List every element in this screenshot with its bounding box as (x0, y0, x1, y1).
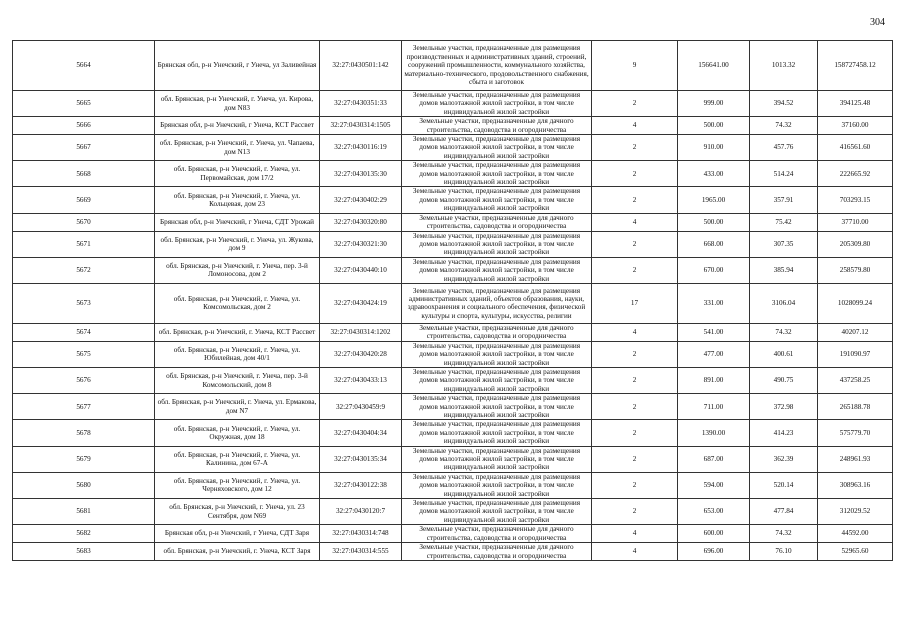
address-cell: обл. Брянская, р-н Унечский, г. Унеча, пер. 3-й Комсомольский, дом 8 (155, 367, 320, 393)
row-number: 5678 (13, 420, 155, 446)
address-cell: обл. Брянская, р-н Унечский, г. Унеча, КСТ Заря (155, 543, 320, 561)
registry-body (13, 41, 893, 561)
cadastral-number-cell: 32:27:0430314:748 (320, 525, 402, 543)
cadastral-number-cell: 32:27:0430420:28 (320, 341, 402, 367)
cadastral-number-cell: 32:27:0430122:38 (320, 472, 402, 498)
table-row (13, 117, 893, 135)
area-cell: 1965.00 (678, 187, 750, 213)
land-use-cell: Земельные участки, предназначенные для размещения домов малоэтажной жилой застройки, в том числе индивидуальной жилой застройки (402, 499, 592, 525)
page-number: 304 (870, 17, 885, 28)
area-cell: 891.00 (678, 367, 750, 393)
land-use-cell: Земельные участки, предназначенные для размещения производственных и административных зданий, строений, сооружений промышленности, коммунального хозяйства, материально-технического, продовольственного снабжения, сбыта и заготовок (402, 41, 592, 91)
table-row (13, 446, 893, 472)
area-cell: 1390.00 (678, 420, 750, 446)
category-cell: 2 (592, 472, 678, 498)
cadastral-value-cell: 158727458.12 (818, 41, 893, 91)
unit-price-cell: 357.91 (750, 187, 818, 213)
cadastral-value-cell: 40207.12 (818, 323, 893, 341)
row-number: 5666 (13, 117, 155, 135)
table-row (13, 135, 893, 161)
table-row (13, 283, 893, 323)
category-cell: 2 (592, 91, 678, 117)
land-use-cell: Земельные участки, предназначенные для размещения домов малоэтажной жилой застройки, в том числе индивидуальной жилой застройки (402, 420, 592, 446)
address-cell: обл. Брянская, р-н Унечский, г. Унеча, ул. Калинина, дом 67-А (155, 446, 320, 472)
unit-price-cell: 74.32 (750, 525, 818, 543)
unit-price-cell: 3106.04 (750, 283, 818, 323)
category-cell: 2 (592, 367, 678, 393)
address-cell: Брянская обл, р-н Унечский, г Унеча, КСТ Рассвет (155, 117, 320, 135)
cadastral-number-cell: 32:27:0430120:7 (320, 499, 402, 525)
row-number: 5677 (13, 394, 155, 420)
row-number: 5670 (13, 213, 155, 231)
cadastral-number-cell: 32:27:0430501:142 (320, 41, 402, 91)
table-row (13, 341, 893, 367)
address-cell: обл. Брянская, р-н Унечский, г. Унеча, ул. Кирова, дом N83 (155, 91, 320, 117)
land-use-cell: Земельные участки, предназначенные для размещения домов малоэтажной жилой застройки, в том числе индивидуальной жилой застройки (402, 341, 592, 367)
category-cell: 2 (592, 135, 678, 161)
category-cell: 2 (592, 499, 678, 525)
unit-price-cell: 75.42 (750, 213, 818, 231)
cadastral-value-cell: 703293.15 (818, 187, 893, 213)
cadastral-number-cell: 32:27:0430314:1202 (320, 323, 402, 341)
address-cell: Брянская обл, р-н Унечский, г Унеча, ул Заливейная (155, 41, 320, 91)
unit-price-cell: 372.98 (750, 394, 818, 420)
cadastral-number-cell: 32:27:0430320:80 (320, 213, 402, 231)
category-cell: 2 (592, 446, 678, 472)
land-use-cell: Земельные участки, предназначенные для размещения домов малоэтажной жилой застройки, в том числе индивидуальной жилой застройки (402, 187, 592, 213)
category-cell: 4 (592, 543, 678, 561)
cadastral-number-cell: 32:27:0430116:19 (320, 135, 402, 161)
area-cell: 600.00 (678, 525, 750, 543)
cadastral-value-cell: 394125.48 (818, 91, 893, 117)
cadastral-value-cell: 52965.60 (818, 543, 893, 561)
land-use-cell: Земельные участки, предназначенные для дачного строительства, садоводства и огородничества (402, 117, 592, 135)
area-cell: 541.00 (678, 323, 750, 341)
category-cell: 4 (592, 525, 678, 543)
category-cell: 2 (592, 187, 678, 213)
land-use-cell: Земельные участки, предназначенные для размещения домов малоэтажной жилой застройки, в том числе индивидуальной жилой застройки (402, 231, 592, 257)
land-use-cell: Земельные участки, предназначенные для дачного строительства, садоводства и огородничества (402, 323, 592, 341)
address-cell: обл. Брянская, р-н Унечский, г. Унеча, ул. Черняховского, дом 12 (155, 472, 320, 498)
land-use-cell: Земельные участки, предназначенные для размещения домов малоэтажной жилой застройки, в том числе индивидуальной жилой застройки (402, 257, 592, 283)
unit-price-cell: 1013.32 (750, 41, 818, 91)
address-cell: обл. Брянская, р-н Унечский, г. Унеча, ул. Окружная, дом 18 (155, 420, 320, 446)
row-number: 5679 (13, 446, 155, 472)
cadastral-value-cell: 248961.93 (818, 446, 893, 472)
row-number: 5672 (13, 257, 155, 283)
category-cell: 2 (592, 257, 678, 283)
address-cell: обл. Брянская, р-н Унечский, г. Унеча, ул. Чапаева, дом N13 (155, 135, 320, 161)
unit-price-cell: 74.32 (750, 117, 818, 135)
table-row (13, 543, 893, 561)
cadastral-number-cell: 32:27:0430314:1505 (320, 117, 402, 135)
table-row (13, 41, 893, 91)
land-use-cell: Земельные участки, предназначенные для размещения домов малоэтажной жилой застройки, в том числе индивидуальной жилой застройки (402, 135, 592, 161)
land-use-cell: Земельные участки, предназначенные для размещения домов малоэтажной жилой застройки, в том числе индивидуальной жилой застройки (402, 446, 592, 472)
land-use-cell: Земельные участки, предназначенные для размещения домов малоэтажной жилой застройки, в том числе индивидуальной жилой застройки (402, 472, 592, 498)
row-number: 5673 (13, 283, 155, 323)
row-number: 5683 (13, 543, 155, 561)
row-number: 5681 (13, 499, 155, 525)
table-row (13, 420, 893, 446)
table-row (13, 323, 893, 341)
area-cell: 653.00 (678, 499, 750, 525)
area-cell: 500.00 (678, 213, 750, 231)
row-number: 5675 (13, 341, 155, 367)
area-cell: 910.00 (678, 135, 750, 161)
row-number: 5676 (13, 367, 155, 393)
area-cell: 433.00 (678, 161, 750, 187)
cadastral-value-cell: 258579.80 (818, 257, 893, 283)
address-cell: обл. Брянская, р-н Унечский, г. Унеча, ул. Кольцевая, дом 23 (155, 187, 320, 213)
area-cell: 670.00 (678, 257, 750, 283)
address-cell: обл. Брянская, р-н Унечский, г. Унеча, пер. 3-й Ломоносова, дом 2 (155, 257, 320, 283)
cadastral-value-cell: 312029.52 (818, 499, 893, 525)
cadastral-number-cell: 32:27:0430402:29 (320, 187, 402, 213)
area-cell: 156641.00 (678, 41, 750, 91)
unit-price-cell: 394.52 (750, 91, 818, 117)
cadastral-value-cell: 37710.00 (818, 213, 893, 231)
land-use-cell: Земельные участки, предназначенные для размещения административных зданий, объектов образования, науки, здравоохранения и социального обеспечения, физической культуры и спорта, культуры, искусства, религии (402, 283, 592, 323)
cadastral-number-cell: 32:27:0430424:19 (320, 283, 402, 323)
land-use-cell: Земельные участки, предназначенные для размещения домов малоэтажной жилой застройки, в том числе индивидуальной жилой застройки (402, 394, 592, 420)
table-row (13, 367, 893, 393)
address-cell: Брянская обл, р-н Унечский, г Унеча, СДТ Заря (155, 525, 320, 543)
land-use-cell: Земельные участки, предназначенные для дачного строительства, садоводства и огородничества (402, 543, 592, 561)
category-cell: 2 (592, 420, 678, 446)
table-row (13, 187, 893, 213)
unit-price-cell: 457.76 (750, 135, 818, 161)
row-number: 5682 (13, 525, 155, 543)
address-cell: Брянская обл, р-н Унечский, г Унеча, СДТ Урожай (155, 213, 320, 231)
category-cell: 4 (592, 117, 678, 135)
cadastral-value-cell: 437258.25 (818, 367, 893, 393)
land-registry-table (12, 40, 893, 561)
unit-price-cell: 307.35 (750, 231, 818, 257)
table-row (13, 394, 893, 420)
area-cell: 687.00 (678, 446, 750, 472)
table-row (13, 257, 893, 283)
table-row (13, 472, 893, 498)
cadastral-value-cell: 575779.70 (818, 420, 893, 446)
unit-price-cell: 400.61 (750, 341, 818, 367)
cadastral-number-cell: 32:27:0430314:555 (320, 543, 402, 561)
unit-price-cell: 74.32 (750, 323, 818, 341)
category-cell: 2 (592, 341, 678, 367)
cadastral-value-cell: 308963.16 (818, 472, 893, 498)
row-number: 5680 (13, 472, 155, 498)
cadastral-number-cell: 32:27:0430440:10 (320, 257, 402, 283)
table-row (13, 91, 893, 117)
cadastral-value-cell: 1028099.24 (818, 283, 893, 323)
table-row (13, 499, 893, 525)
table-row (13, 161, 893, 187)
cadastral-value-cell: 265188.78 (818, 394, 893, 420)
unit-price-cell: 520.14 (750, 472, 818, 498)
area-cell: 668.00 (678, 231, 750, 257)
address-cell: обл. Брянская, р-н Унечский, г. Унеча, ул. Юбилейная, дом 40/1 (155, 341, 320, 367)
unit-price-cell: 477.84 (750, 499, 818, 525)
cadastral-value-cell: 37160.00 (818, 117, 893, 135)
cadastral-number-cell: 32:27:0430404:34 (320, 420, 402, 446)
row-number: 5669 (13, 187, 155, 213)
row-number: 5668 (13, 161, 155, 187)
address-cell: обл. Брянская, р-н Унечский, г. Унеча, ул. Ермакова, дом N7 (155, 394, 320, 420)
cadastral-number-cell: 32:27:0430321:30 (320, 231, 402, 257)
category-cell: 2 (592, 161, 678, 187)
land-use-cell: Земельные участки, предназначенные для размещения домов малоэтажной жилой застройки, в том числе индивидуальной жилой застройки (402, 161, 592, 187)
address-cell: обл. Брянская, р-н Унечский, г. Унеча, ул. 23 Сентября, дом N69 (155, 499, 320, 525)
unit-price-cell: 414.23 (750, 420, 818, 446)
land-use-cell: Земельные участки, предназначенные для размещения домов малоэтажной жилой застройки, в том числе индивидуальной жилой застройки (402, 91, 592, 117)
row-number: 5664 (13, 41, 155, 91)
cadastral-value-cell: 205309.80 (818, 231, 893, 257)
category-cell: 17 (592, 283, 678, 323)
cadastral-number-cell: 32:27:0430459:9 (320, 394, 402, 420)
category-cell: 4 (592, 213, 678, 231)
unit-price-cell: 76.10 (750, 543, 818, 561)
cadastral-value-cell: 222665.92 (818, 161, 893, 187)
cadastral-number-cell: 32:27:0430135:30 (320, 161, 402, 187)
area-cell: 594.00 (678, 472, 750, 498)
unit-price-cell: 385.94 (750, 257, 818, 283)
table-row (13, 525, 893, 543)
cadastral-number-cell: 32:27:0430433:13 (320, 367, 402, 393)
cadastral-value-cell: 416561.60 (818, 135, 893, 161)
address-cell: обл. Брянская, р-н Унечский, г. Унеча, ул. Комсомольская, дом 2 (155, 283, 320, 323)
land-use-cell: Земельные участки, предназначенные для размещения домов малоэтажной жилой застройки, в том числе индивидуальной жилой застройки (402, 367, 592, 393)
row-number: 5674 (13, 323, 155, 341)
area-cell: 696.00 (678, 543, 750, 561)
unit-price-cell: 514.24 (750, 161, 818, 187)
area-cell: 331.00 (678, 283, 750, 323)
area-cell: 999.00 (678, 91, 750, 117)
unit-price-cell: 362.39 (750, 446, 818, 472)
table-row (13, 213, 893, 231)
cadastral-value-cell: 44592.00 (818, 525, 893, 543)
row-number: 5667 (13, 135, 155, 161)
cadastral-number-cell: 32:27:0430351:33 (320, 91, 402, 117)
address-cell: обл. Брянская, р-н Унечский, г. Унеча, КСТ Рассвет (155, 323, 320, 341)
unit-price-cell: 490.75 (750, 367, 818, 393)
cadastral-value-cell: 191090.97 (818, 341, 893, 367)
table-row (13, 231, 893, 257)
row-number: 5671 (13, 231, 155, 257)
cadastral-number-cell: 32:27:0430135:34 (320, 446, 402, 472)
row-number: 5665 (13, 91, 155, 117)
address-cell: обл. Брянская, р-н Унечский, г. Унеча, ул. Жукова, дом 9 (155, 231, 320, 257)
area-cell: 711.00 (678, 394, 750, 420)
category-cell: 4 (592, 323, 678, 341)
category-cell: 9 (592, 41, 678, 91)
area-cell: 500.00 (678, 117, 750, 135)
area-cell: 477.00 (678, 341, 750, 367)
address-cell: обл. Брянская, р-н Унечский, г. Унеча, ул. Первомайская, дом 17/2 (155, 161, 320, 187)
land-use-cell: Земельные участки, предназначенные для дачного строительства, садоводства и огородничества (402, 213, 592, 231)
category-cell: 2 (592, 231, 678, 257)
category-cell: 2 (592, 394, 678, 420)
land-use-cell: Земельные участки, предназначенные для дачного строительства, садоводства и огородничества (402, 525, 592, 543)
